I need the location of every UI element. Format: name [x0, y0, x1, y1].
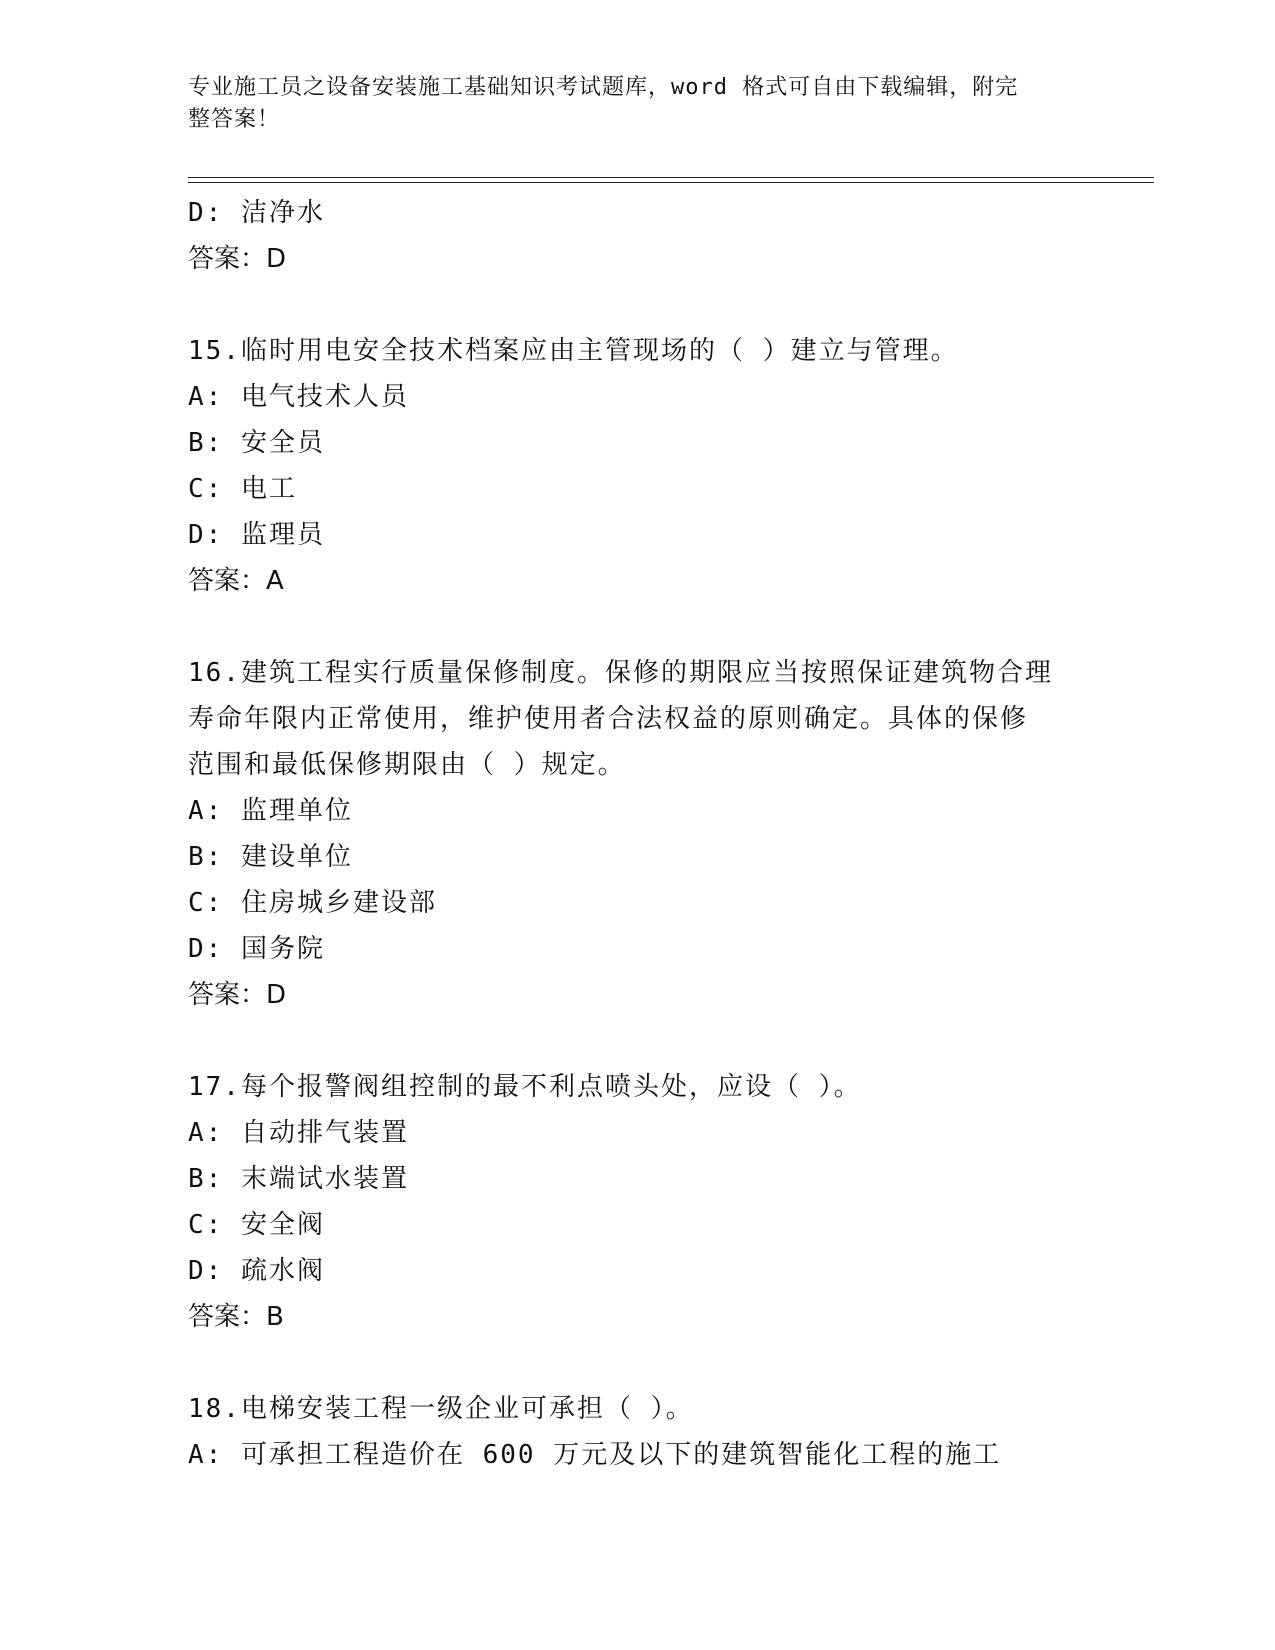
answer-line: 答案：B — [188, 1302, 284, 1332]
question-stem-line-3: 范围和最低保修期限由（ ）规定。 — [188, 750, 626, 780]
question-stem: 18.电梯安装工程一级企业可承担（ ）。 — [188, 1394, 694, 1424]
header-line-1: 专业施工员之设备安装施工基础知识考试题库，word 格式可自由下载编辑，附完 — [188, 75, 1019, 100]
document-header — [188, 72, 1088, 136]
option-b: B: 安全员 — [188, 428, 325, 458]
option-a: A: 自动排气装置 — [188, 1118, 409, 1148]
question-stem: 15.临时用电安全技术档案应由主管现场的（ ）建立与管理。 — [188, 336, 959, 366]
question-16 — [188, 650, 1088, 1018]
question-stem: 17.每个报警阀组控制的最不利点喷头处，应设（ ）。 — [188, 1072, 862, 1102]
header-divider-bottom — [188, 182, 1154, 183]
option-d: D: 洁净水 — [188, 198, 325, 228]
option-a: A: 监理单位 — [188, 796, 353, 826]
option-c: C: 安全阀 — [188, 1210, 325, 1240]
question-15 — [188, 328, 1088, 604]
option-a: A: 可承担工程造价在 600 万元及以下的建筑智能化工程的施工 — [188, 1440, 1002, 1470]
option-d: D: 疏水阀 — [188, 1256, 325, 1286]
answer-line: 答案：D — [188, 244, 287, 274]
answer-line: 答案：A — [188, 566, 284, 596]
answer-line: 答案：D — [188, 980, 287, 1010]
question-list — [188, 190, 1088, 1478]
question-stem-line-2: 寿命年限内正常使用，维护使用者合法权益的原则确定。具体的保修 — [188, 704, 1029, 734]
header-divider-top — [188, 177, 1154, 178]
option-b: B: 末端试水装置 — [188, 1164, 409, 1194]
option-b: B: 建设单位 — [188, 842, 353, 872]
question-17 — [188, 1064, 1088, 1340]
header-line-2: 整答案！ — [188, 107, 281, 132]
option-d: D: 监理员 — [188, 520, 325, 550]
option-c: C: 住房城乡建设部 — [188, 888, 437, 918]
option-a: A: 电气技术人员 — [188, 382, 409, 412]
question-18 — [188, 1386, 1088, 1478]
question-stem-line-1: 16.建筑工程实行质量保修制度。保修的期限应当按照保证建筑物合理 — [188, 658, 1053, 688]
option-c: C: 电工 — [188, 474, 297, 504]
option-d: D: 国务院 — [188, 934, 325, 964]
